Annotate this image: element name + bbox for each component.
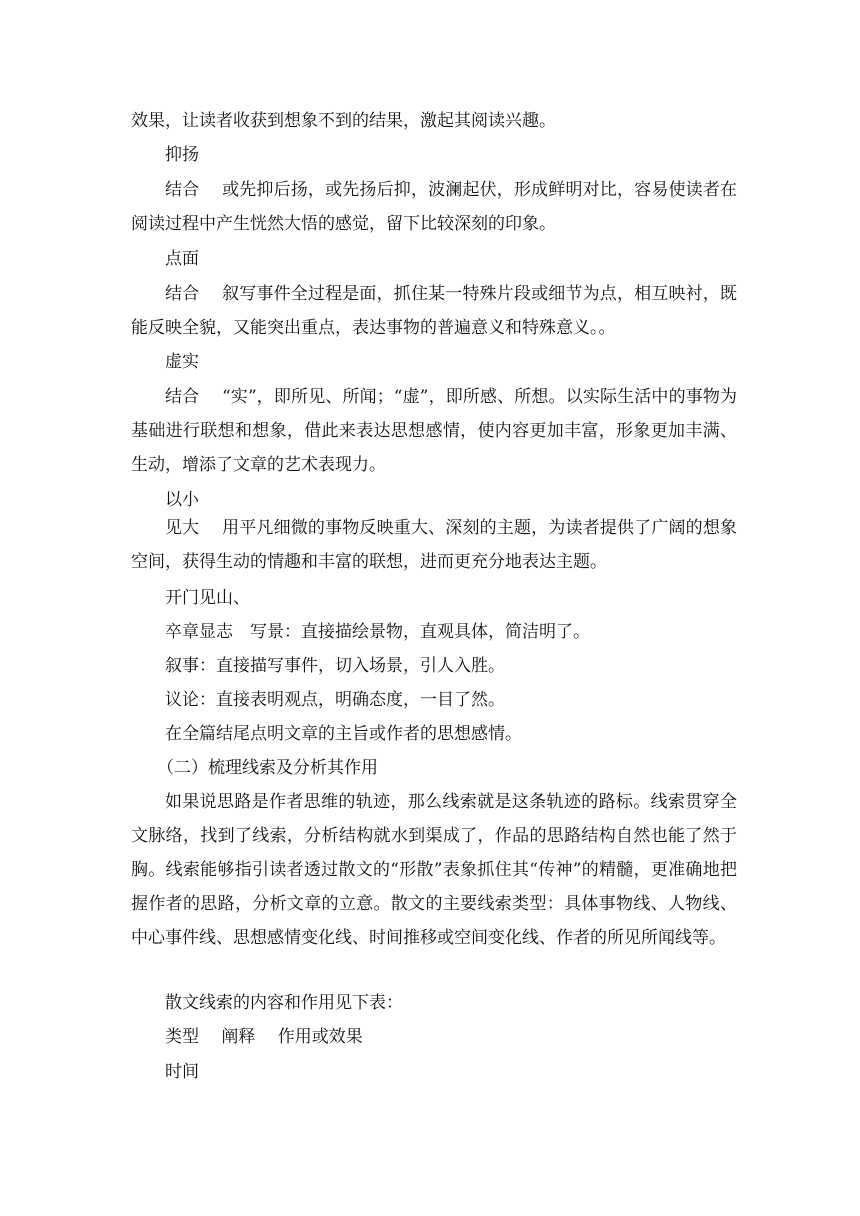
dianmian-description: 结合 叙写事件全过程是面，抓住某一特殊片段或细节为点，相互映衬，既能反映全貌，又能突出重点，表达事物的普遍意义和特殊意义。。 <box>131 284 737 338</box>
kaimen-ending-line: 在全篇结尾点明文章的主旨或作者的思想感情。 <box>165 724 522 744</box>
table-intro: 散文线索的内容和作用见下表： <box>165 993 403 1013</box>
xushi-title: 虚实 <box>165 352 199 372</box>
yiyang-description: 结合 或先抑后扬，或先扬后抑，波澜起伏，形成鲜明对比，容易使读者在阅读过程中产生恍然大悟的感觉，留下比较深刻的印象。 <box>131 180 737 234</box>
dianmian-title: 点面 <box>165 249 199 269</box>
xushi-description: 结合 “实”，即所见、所闻；“虚”，即所感、所想。以实际生活中的事物为基础进行联想和想象，借此来表达思想感情，使内容更加丰富，形象更加丰满、生动，增添了文章的艺术表现力。 <box>131 387 737 475</box>
section-heading: （二）梳理线索及分析其作用 <box>157 758 378 778</box>
kaimen-title: 开门见山、 <box>165 588 250 608</box>
kaimen-narrative-line: 叙事：直接描写事件，切入场景，引人入胜。 <box>165 656 505 676</box>
table-header: 类型 阐释 作用或效果 <box>165 1027 363 1047</box>
clue-paragraph: 如果说思路是作者思维的轨迹，那么线索就是这条轨迹的路标。线索贯穿全文脉络，找到了线索，分析结构就水到渠成了，作品的思路结构自然也能了然于胸。线索能够指引读者透过散文的“形散”表象抓住其“传神”的精髓，更准确地把握作者的思路，分析文章的立意。散文的主要线索类型：具体事物线、人物线、中心事件线、思想感情变化线、时间推移或空间变化线、作者的所见所闻线等。 <box>131 792 737 948</box>
kaimen-argument-line: 议论：直接表明观点，明确态度，一目了然。 <box>165 690 505 710</box>
intro-paragraph: 效果，让读者收获到想象不到的结果，激起其阅读兴趣。 <box>131 111 556 131</box>
table-row-time: 时间 <box>165 1062 199 1082</box>
yixiao-title: 以小 <box>165 490 199 510</box>
yixiao-description: 见大 用平凡细微的事物反映重大、深刻的主题，为读者提供了广阔的想象空间，获得生动的情趣和丰富的联想，进而更充分地表达主题。 <box>131 518 737 572</box>
kaimen-scenery-line: 卒章显志 写景：直接描绘景物，直观具体，简洁明了。 <box>165 622 590 642</box>
yiyang-title: 抑扬 <box>165 145 199 165</box>
